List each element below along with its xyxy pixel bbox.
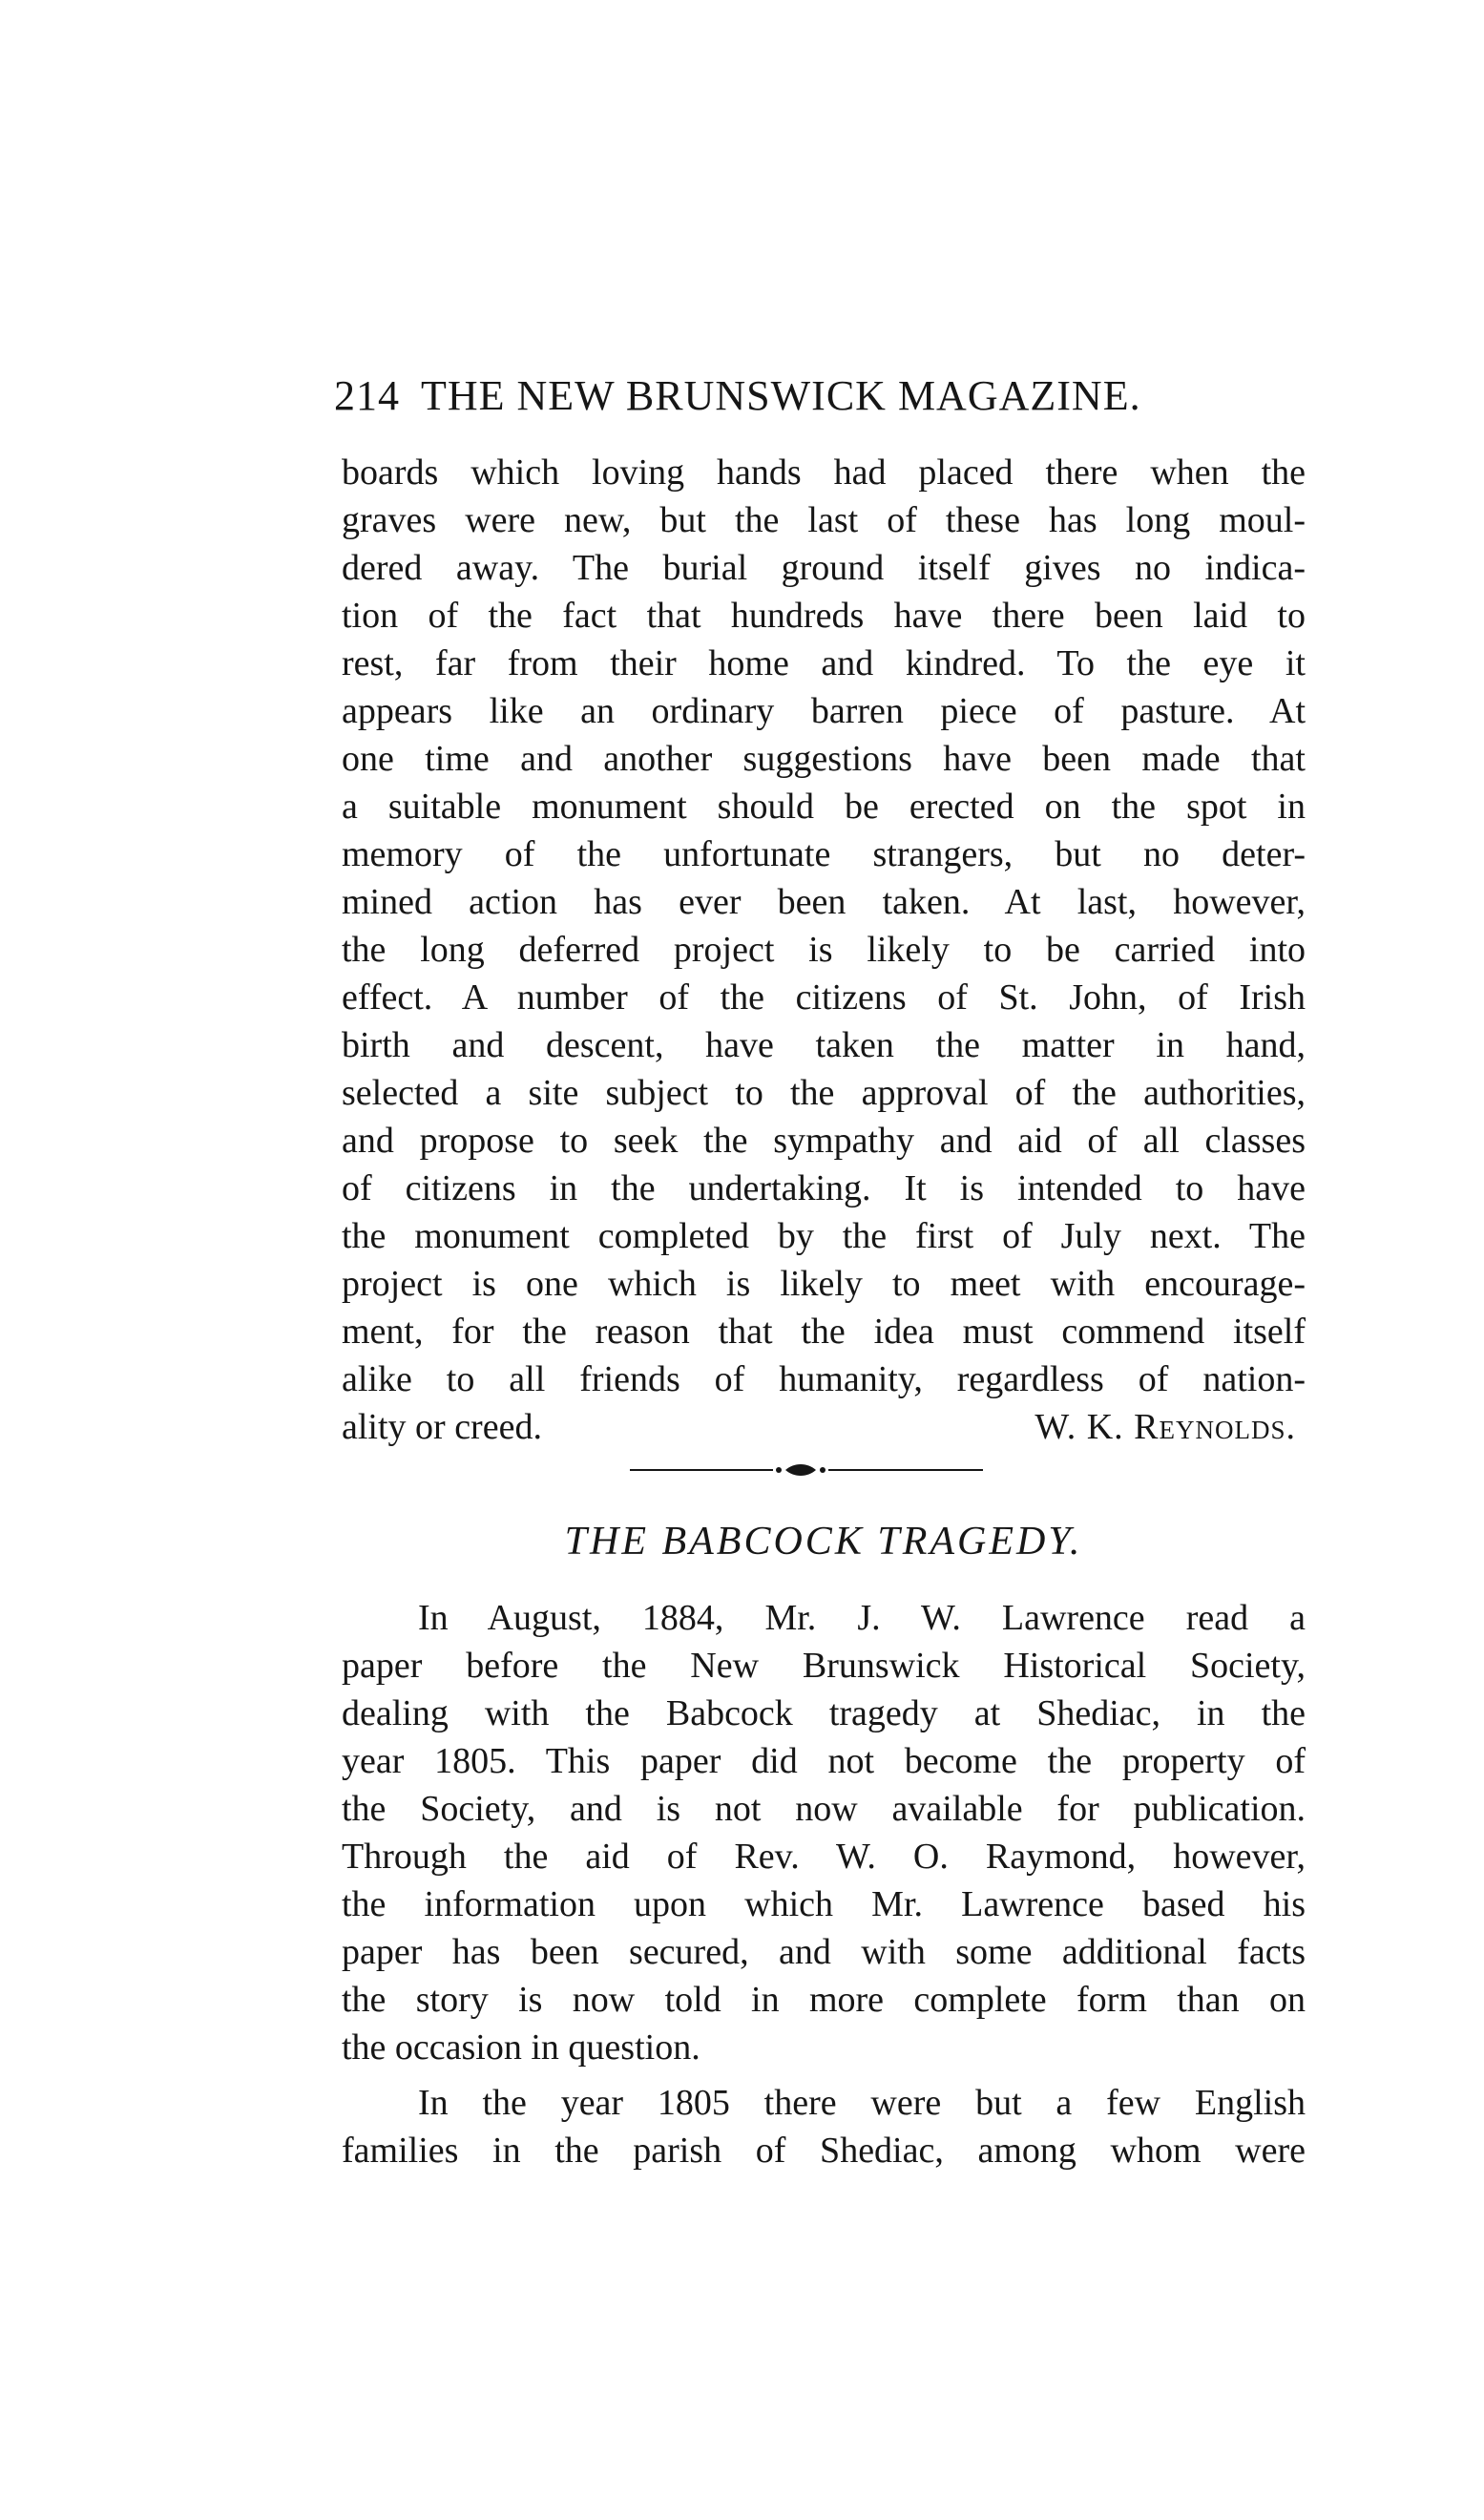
text-line: paper has been secured, and with some additional facts [342,1932,1306,1972]
article-title: THE BABCOCK TRAGEDY. [564,1520,1083,1564]
text-line: project is one which is likely to meet with encourage- [342,1264,1306,1304]
text-line: the occasion in question. [342,2027,700,2068]
text-line: tion of the fact that hundreds have there been laid to [342,596,1306,636]
running-head [334,368,1307,425]
author-signature: W. K. Reynolds. [1035,1407,1296,1447]
text-line: the story is now told in more complete form than on [342,1980,1306,2020]
text-line: alike to all friends of humanity, regardless of nation- [342,1359,1306,1399]
text-line: the monument completed by the first of July next. The [342,1216,1306,1256]
text-line: In the year 1805 there were but a few English [418,2083,1306,2123]
text-line: mined action has ever been taken. At last, however, [342,882,1306,922]
text-line: one time and another suggestions have been made that [342,739,1306,779]
text-line: appears like an ordinary barren piece of pasture. At [342,691,1306,731]
text-line: of citizens in the undertaking. It is intended to have [342,1168,1306,1208]
paragraph-gap [342,2071,1306,2079]
page-number: 214 [334,372,400,419]
text-line-last: ality or creed. [342,1407,542,1447]
text-line: a suitable monument should be erected on the spot in [342,787,1306,827]
text-line: Through the aid of Rev. W. O. Raymond, however, [342,1837,1306,1877]
article-body [342,1594,1306,2174]
text-line: boards which loving hands had placed there when the [342,452,1306,493]
text-line: families in the parish of Shediac, among whom were [342,2131,1306,2171]
text-line: rest, far from their home and kindred. To the eye it [342,643,1306,683]
text-line: selected a site subject to the approval of the authorities, [342,1073,1306,1113]
text-line: ment, for the reason that the idea must commend itself [342,1312,1306,1352]
text-line: In August, 1884, Mr. J. W. Lawrence read a [418,1598,1306,1638]
text-line: memory of the unfortunate strangers, but no deter- [342,834,1306,874]
text-line: the information upon which Mr. Lawrence based his [342,1884,1306,1924]
text-line: effect. A number of the citizens of St. John, of Irish [342,977,1306,1018]
text-line: birth and descent, have taken the matter in hand, [342,1025,1306,1065]
journal-title: THE NEW BRUNSWICK MAGAZINE. [421,372,1141,419]
text-line: dered away. The burial ground itself gives no indica- [342,548,1306,588]
text-line: paper before the New Brunswick Historical Society, [342,1646,1306,1686]
text-line: dealing with the Babcock tragedy at Shediac, in the [342,1693,1306,1733]
ornament-divider [630,1459,983,1481]
continuation-paragraph [342,449,1306,1451]
text-line: graves were new, but the last of these has long moul- [342,500,1306,540]
text-line: the Society, and is not now available for publication. [342,1789,1306,1829]
text-line: year 1805. This paper did not become the property of [342,1741,1306,1781]
text-line: and propose to seek the sympathy and aid of all classes [342,1121,1306,1161]
text-line: the long deferred project is likely to be carried into [342,930,1306,970]
signature-line [342,1403,1306,1451]
